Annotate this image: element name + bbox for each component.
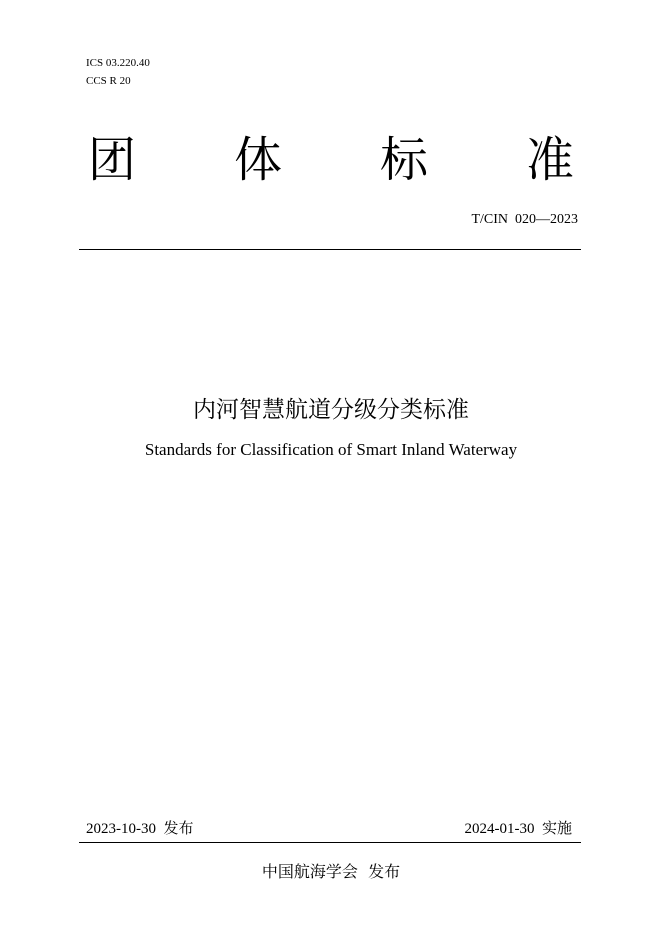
document-type-heading bbox=[88, 130, 574, 190]
issue-date: 2023-10-30 bbox=[86, 821, 156, 837]
effective-date-line bbox=[464, 817, 572, 838]
heading-char: 团 bbox=[88, 132, 137, 188]
chinese-title: 内河智慧航道分级分类标准 bbox=[193, 397, 469, 423]
heading-char: 体 bbox=[233, 132, 282, 188]
ccs-code: CCS R 20 bbox=[86, 75, 131, 87]
bottom-divider bbox=[79, 842, 581, 843]
ics-code: ICS 03.220.40 bbox=[86, 57, 150, 69]
issue-label: 发布 bbox=[163, 819, 194, 837]
heading-char: 标 bbox=[379, 132, 428, 188]
publisher-line bbox=[0, 859, 662, 882]
classification-codes bbox=[86, 54, 150, 90]
publisher-name: 中国航海学会 bbox=[261, 862, 358, 881]
publisher-label: 发布 bbox=[368, 862, 401, 881]
standard-number: T/CIN 020—2023 bbox=[471, 212, 578, 227]
issue-date-line bbox=[86, 817, 194, 838]
heading-char: 准 bbox=[525, 132, 574, 188]
english-title: Standards for Classification of Smart Inland Waterway bbox=[144, 440, 518, 459]
top-divider bbox=[79, 249, 581, 250]
effective-date: 2024-01-30 bbox=[464, 821, 535, 837]
effective-label: 实施 bbox=[541, 819, 572, 837]
